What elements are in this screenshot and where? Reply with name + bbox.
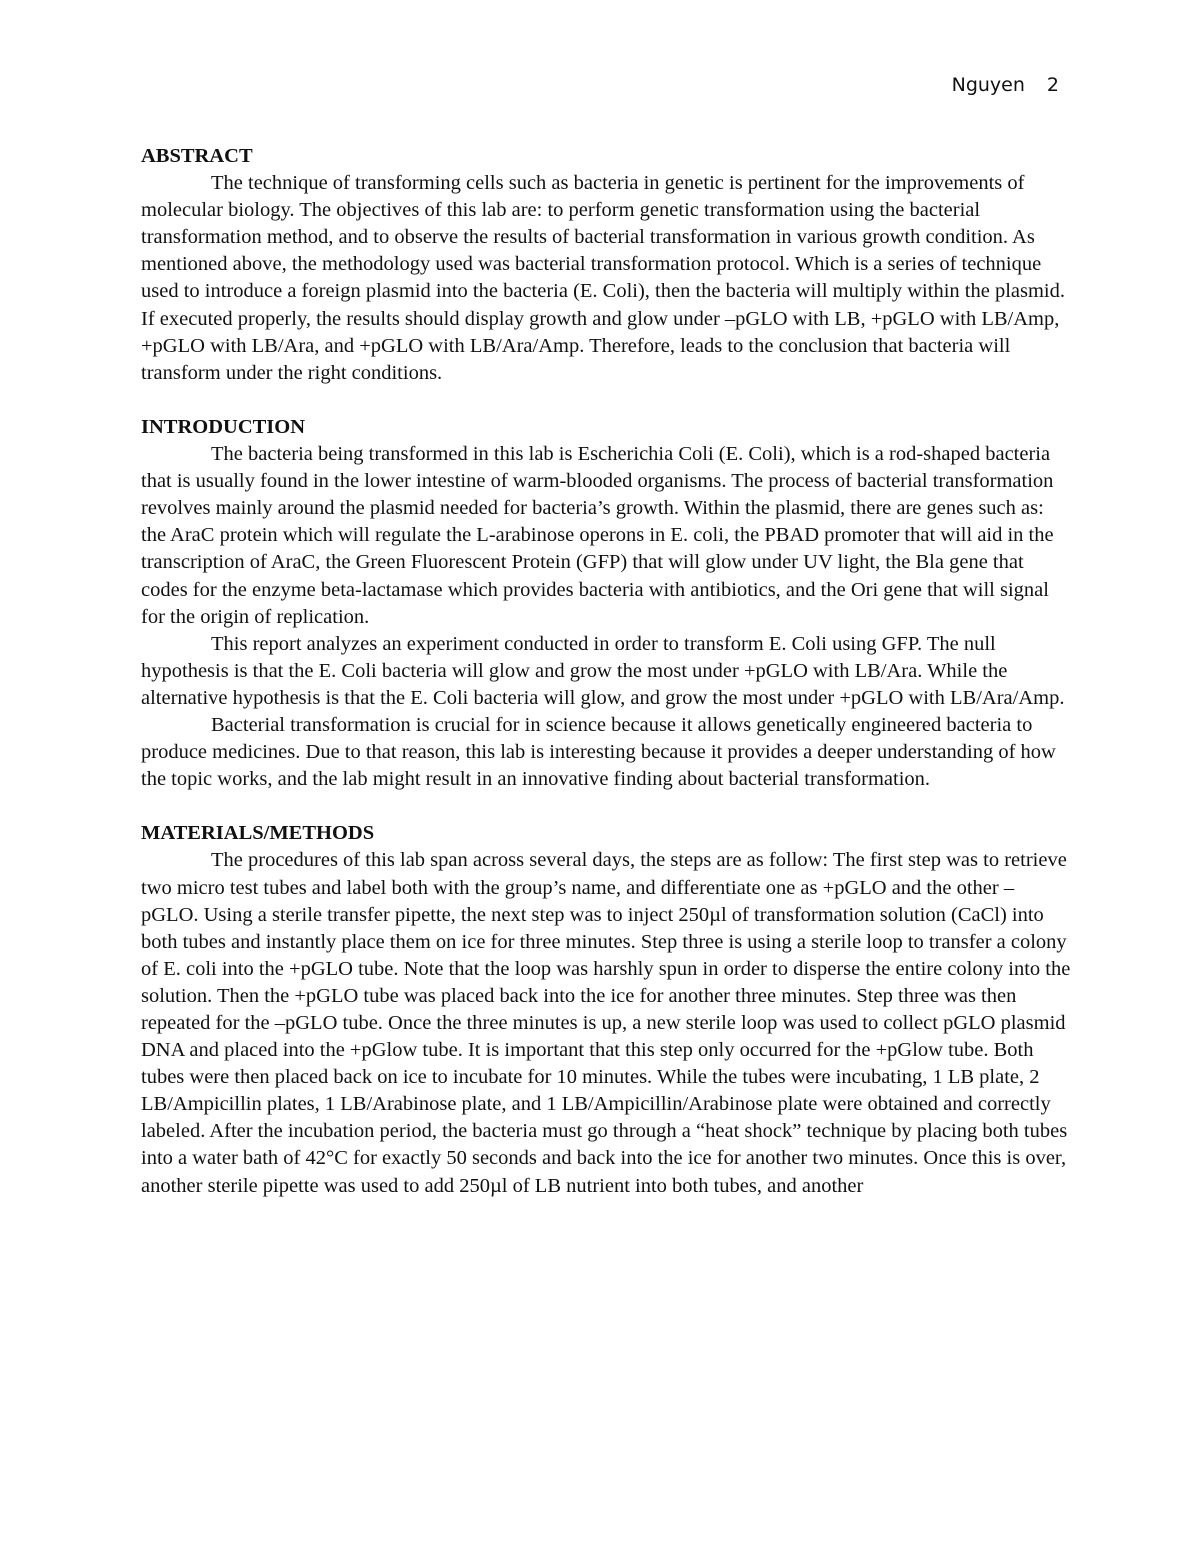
running-header [952, 74, 1059, 96]
materials-methods-paragraph: The procedures of this lab span across several days, the steps are as follow: The first step was to retrieve two micro test tubes and label both with the group’s name, and differentiate one as +pGLO and the other –pGLO. Using a sterile transfer pipette, the next step was to inject 250µl of transformation solution (CaCl) into both tubes and instantly place them on ice for three minutes. Step three is using a sterile loop to transfer a colony of E. coli into the +pGLO tube. Note that the loop was harshly spun in order to disperse the entire colony into the solution. Then the +pGLO tube was placed back into the ice for another three minutes. Step three was then repeated for the –pGLO tube. Once the three minutes is up, a new sterile loop was used to collect pGLO plasmid DNA and placed into the +pGlow tube. It is important that this step only occurred for the +pGlow tube. Both tubes were then placed back on ice to incubate for 10 minutes. While the tubes were incubating, 1 LB plate, 2 LB/Ampicillin plates, 1 LB/Arabinose plate, and 1 LB/Ampicillin/Arabinose plate were obtained and correctly labeled. After the incubation period, the bacteria must go through a “heat shock” technique by placing both tubes into a water bath of 42°C for exactly 50 seconds and back into the ice for another two minutes. Once this is over, another sterile pipette was used to add 250µl of LB nutrient into both tubes, and another [141, 849, 1071, 1197]
materials-methods-section [141, 820, 1071, 1199]
author-name: Nguyen [951, 74, 1025, 96]
introduction-section [141, 414, 1071, 793]
page-number: 2 [1046, 74, 1059, 96]
introduction-heading: INTRODUCTION [141, 415, 306, 438]
abstract-heading: ABSTRACT [141, 145, 253, 167]
introduction-paragraph: This report analyzes an experiment conducted in order to transform E. Coli using GFP. The null hypothesis is that the E. Coli bacteria will glow and grow the most under +pGLO with LB/Ara. While the alternative hypothesis is that the E. Coli bacteria will glow, and grow the most under +pGLO with LB/Ara/Amp. [141, 632, 1065, 709]
abstract-section [141, 143, 1071, 387]
materials-methods-heading: MATERIALS/METHODS [141, 822, 375, 845]
introduction-paragraph: Bacterial transformation is crucial for in science because it allows genetically engineered bacteria to produce medicines. Due to that reason, this lab is interesting because it provides a deeper understanding of how the topic works, and the lab might result in an innovative finding about bacterial transformation. [141, 713, 1056, 791]
introduction-paragraph: The bacteria being transformed in this lab is Escherichia Coli (E. Coli), which is a rod-shaped bacteria that is usually found in the lower intestine of warm-blooded organisms. The process of bacterial transformation revolves mainly around the plasmid needed for bacteria’s growth. Within the plasmid, there are genes such as: the AraC protein which will regulate the L-arabinose operons in E. coli, the PBAD promoter that will aid in the transcription of AraC, the Green Fluorescent Protein (GFP) that will glow under UV light, the Bla gene that codes for the enzyme beta-lactamase which provides bacteria with antibiotics, and the Ori gene that will signal for the origin of replication. [141, 443, 1054, 628]
document-body [141, 143, 1071, 1200]
abstract-paragraph: If executed properly, the results should display growth and glow under –pGLO with LB, +pGLO with LB/Amp, +pGLO with LB/Ara, and +pGLO with LB/Ara/Amp. Therefore, leads to the conclusion that bacteria will transform under the right conditions. [141, 307, 1060, 384]
section-spacer [141, 793, 1071, 820]
section-spacer [141, 387, 1071, 414]
abstract-paragraph: The technique of transforming cells such as bacteria in genetic is pertinent for the improvements of molecular biology. The objectives of this lab are: to perform genetic transformation using the bacterial transformation method, and to observe the results of bacterial transformation in various growth condition. As mentioned above, the methodology used was bacterial transformation protocol. Which is a series of technique used to introduce a foreign plasmid into the bacteria (E. Coli), then the bacteria will multiply within the plasmid. [141, 172, 1065, 303]
